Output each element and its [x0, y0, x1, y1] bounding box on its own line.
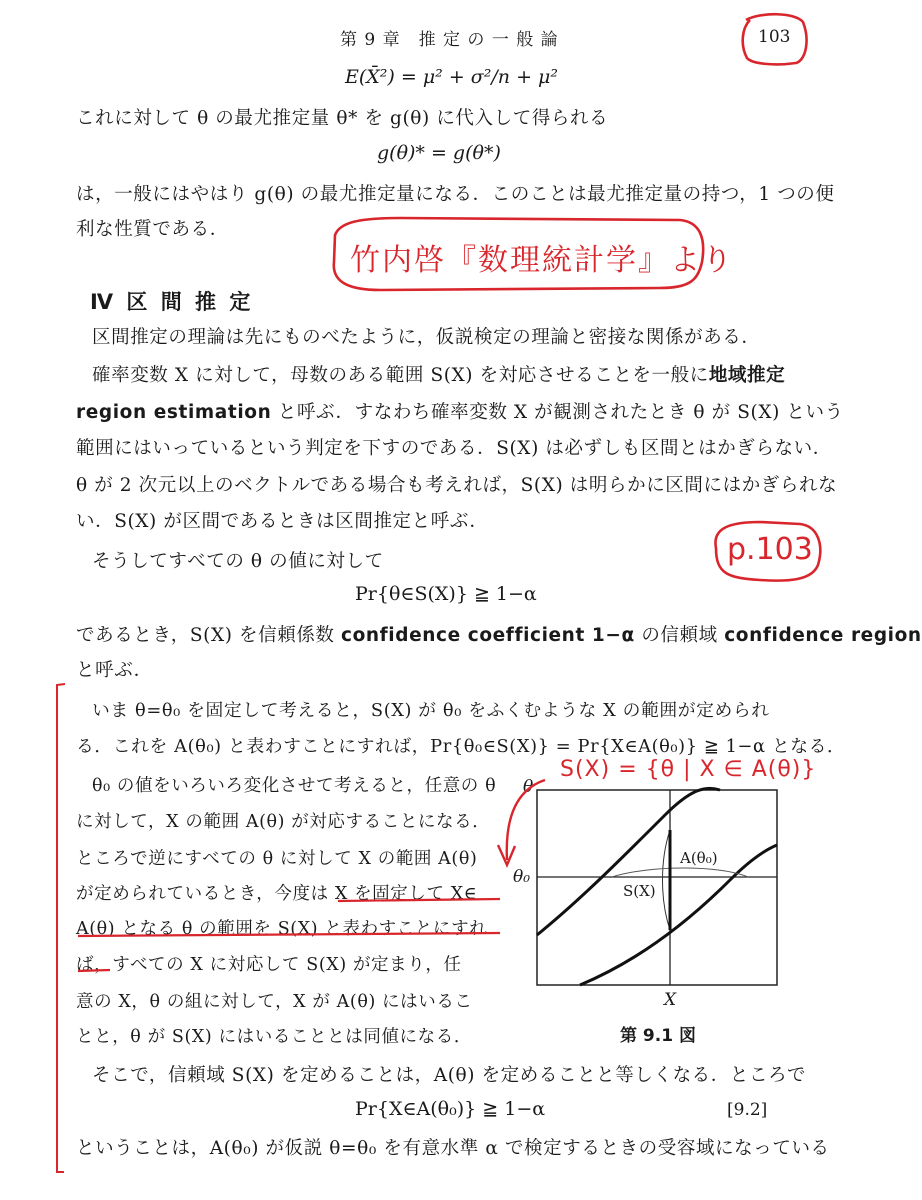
equation-confidence: Pr{θ∈S(X)} ≧ 1−α: [355, 583, 537, 605]
arrow-shaft: [507, 780, 545, 860]
equation-number: [9.2]: [727, 1100, 768, 1120]
bold-term: 地域推定: [708, 365, 786, 386]
paragraph-line: そこで，信頼域 S(X) を定めることは，A(θ) を定めることと等しくなる．ところで: [92, 1065, 807, 1086]
paragraph-line: 範囲にはいっているという判定を下すのである．S(X) は必ずしも区間とはかぎらない．: [76, 438, 832, 459]
text-span: の信頼域: [641, 625, 718, 646]
chapter-header: 第 9 章 推 定 の 一 般 論: [340, 30, 559, 50]
text-span: であるとき，S(X) を信頼係数: [76, 625, 335, 646]
underline-3: [78, 970, 110, 971]
equation-acceptance: Pr{X∈A(θ₀)} ≧ 1−α: [355, 1098, 546, 1120]
region-label-s: S(X): [623, 882, 656, 900]
axis-label-x: X: [664, 990, 677, 1010]
page-number: 103: [758, 27, 791, 47]
bold-term: region estimation: [76, 402, 272, 423]
paragraph-line: が定められているとき，今度は X を固定して X∈: [76, 884, 478, 904]
paragraph-line: は，一般にはやはり g(θ) の最尤推定量になる．このことは最尤推定量の持つ，1 つの便: [76, 184, 835, 205]
axis-label-theta0: θ₀: [513, 867, 531, 887]
paragraph-line: ということは，A(θ₀) が仮説 θ=θ₀ を有意水準 α で検定するときの受容域になっている: [76, 1138, 830, 1159]
axis-label-theta: θ: [523, 777, 534, 797]
paragraph-line: い．S(X) が区間であるときは区間推定と呼ぶ．: [76, 511, 489, 532]
text-span: と呼ぶ．すなわち確率変数 X が観測されたとき θ が S(X) という: [277, 402, 844, 423]
region-label-a: A(θ₀): [680, 849, 718, 867]
paragraph-line: θ₀ の値をいろいろ変化させて考えると，任意の θ: [92, 776, 497, 796]
paragraph-line: 区間推定の理論は先にものべたように，仮説検定の理論と密接な関係がある．: [92, 327, 761, 348]
paragraph-line: 利な性質である．: [76, 219, 229, 240]
paragraph-line: θ が 2 次元以上のベクトルである場合も考えれば，S(X) は明らかに区間にはかぎられな: [76, 475, 838, 496]
handwritten-source-note: 竹内啓『数理統計学』より: [350, 243, 734, 278]
handwritten-formula-note: S(X) = {θ | X ∈ A(θ)}: [560, 757, 817, 782]
paragraph-line: そうしてすべての θ の値に対して: [92, 551, 384, 572]
margin-bracket: [57, 684, 65, 1172]
paragraph-line: 意の X，θ の組に対して，X が A(θ) にはいるこ: [76, 992, 473, 1012]
equation-invariance: g(θ)* = g(θ*): [377, 142, 501, 164]
paragraph-line: A(θ) となる θ の範囲を S(X) と表わすことにすれ: [76, 919, 488, 939]
paragraph-line: ば，すべての X に対応して S(X) が定まり，任: [76, 955, 462, 975]
handwritten-page-note: p.103: [727, 532, 813, 567]
paragraph-line: とと，θ が S(X) にはいることとは同値になる．: [76, 1027, 472, 1047]
underline-2: [78, 933, 500, 936]
underline-1: [338, 899, 500, 901]
paragraph-line: いま θ=θ₀ を固定して考えると，S(X) が θ₀ をふくむような X の範囲が定められ: [92, 700, 770, 721]
paragraph-line: と呼ぶ．: [76, 660, 153, 681]
bold-term: confidence region: [724, 625, 922, 646]
page-number-circle: [743, 14, 807, 64]
paragraph-line: る．これを A(θ₀) と表わすことにすれば，Pr{θ₀∈S(X)} = Pr{X∈A(θ₀)} ≧ 1−α となる．: [76, 736, 846, 757]
paragraph-line: これに対して θ の最尤推定量 θ* を g(θ) に代入して得られる: [76, 108, 609, 129]
paragraph-line: に対して，X の範囲 A(θ) が対応することになる．: [76, 812, 491, 832]
paragraph-line: ところで逆にすべての θ に対して X の範囲 A(θ): [76, 849, 478, 869]
bold-term: confidence coefficient 1−α: [341, 625, 635, 646]
figure-caption: 第 9.1 図: [620, 1026, 696, 1046]
equation-expectation: E(X̄²) = μ² + σ²/n + μ²: [345, 66, 558, 88]
text-span: 確率変数 X に対して，母数のある範囲 S(X) を対応させることを一般に: [92, 365, 709, 386]
section-heading: Ⅳ 区 間 推 定: [90, 290, 254, 314]
